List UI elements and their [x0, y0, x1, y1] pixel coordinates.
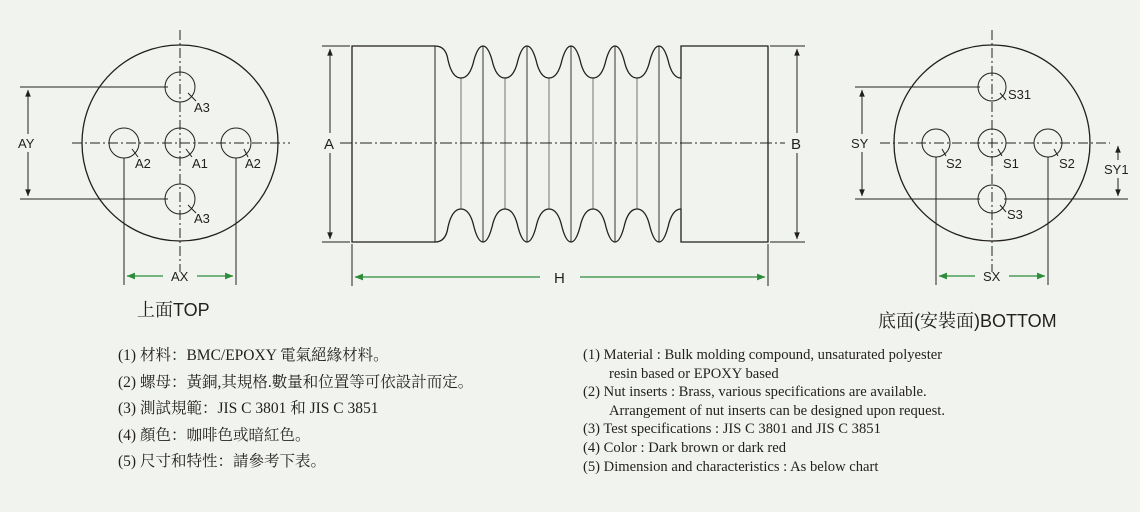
label-s31: S31	[1008, 87, 1032, 102]
side-view	[322, 46, 805, 286]
label-h: H	[554, 270, 565, 287]
bottom-view	[855, 30, 1128, 285]
note-zh-2: (2) 螺母：黃銅,其規格.數量和位置等可依設計而定。	[118, 373, 474, 391]
label-a3-top: A3	[194, 100, 210, 115]
bottom-view-caption: 底面(安裝面)BOTTOM	[878, 311, 1057, 331]
note-zh-4: (4) 顏色：咖啡色或暗紅色。	[118, 426, 311, 444]
notes-english	[583, 346, 945, 476]
label-a: A	[324, 136, 335, 153]
note-en-4: (4) Color : Dark brown or dark red	[583, 439, 787, 456]
label-s3: S3	[1007, 207, 1023, 222]
label-b: B	[791, 136, 802, 153]
label-ax: AX	[171, 269, 189, 284]
notes-chinese	[118, 343, 473, 476]
top-view-caption: 上面TOP	[137, 300, 210, 320]
label-s2-left: S2	[946, 156, 962, 171]
label-a2-right: A2	[245, 156, 261, 171]
label-ay: AY	[18, 136, 35, 151]
note-en-5: (5) Dimension and characteristics : As below chart	[583, 458, 879, 475]
label-a3-bottom: A3	[194, 211, 210, 226]
note-en-2-cont: Arrangement of nut inserts can be designed upon request.	[609, 402, 945, 419]
note-zh-3: (3) 測試規範：JIS C 3801 和 JIS C 3851	[118, 400, 379, 417]
label-s1: S1	[1003, 156, 1019, 171]
note-zh-1: (1) 材料：BMC/EPOXY 電氣絕緣材料。	[118, 347, 389, 364]
note-en-3: (3) Test specifications : JIS C 3801 and JIS C 3851	[583, 421, 881, 438]
label-s2-right: S2	[1059, 156, 1075, 171]
note-zh-5: (5) 尺寸和特性：請參考下表。	[118, 453, 326, 470]
note-en-1-cont: resin based or EPOXY based	[609, 365, 779, 382]
note-en-1: (1) Material : Bulk molding compound, unsaturated polyester	[583, 347, 943, 363]
label-a1: A1	[192, 156, 208, 171]
label-a2-left: A2	[135, 156, 151, 171]
label-sy: SY	[851, 136, 869, 151]
label-sy1: SY1	[1104, 162, 1129, 177]
insulator-body-outline	[352, 46, 768, 242]
note-en-2: (2) Nut inserts : Brass, various specifications are available.	[583, 384, 927, 401]
label-sx: SX	[983, 269, 1001, 284]
